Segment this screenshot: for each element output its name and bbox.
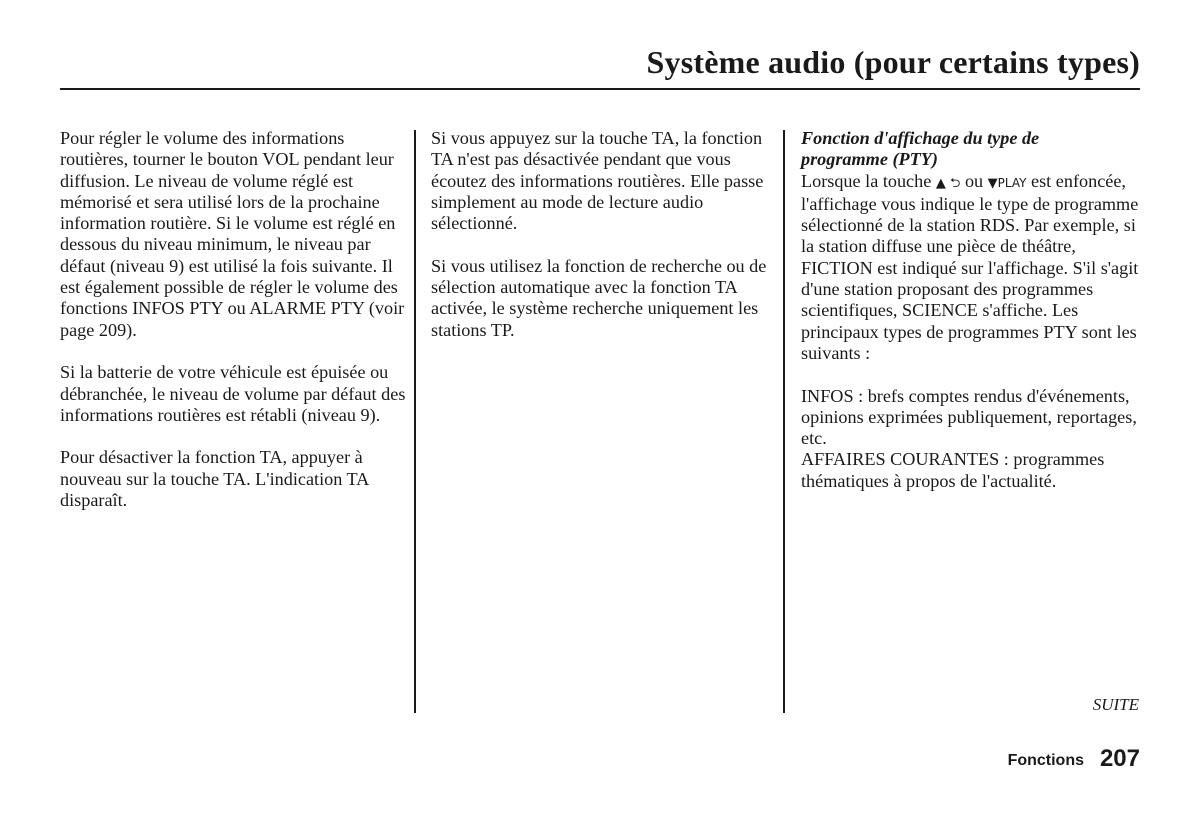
pty-type-affaires: AFFAIRES COURANTES : programmes thématiques à propos de l'actualité.: [801, 449, 1105, 491]
pty-text-after: est enfoncée, l'affichage vous indique le type de programme sélectionné de la station RDS. Par exemple, si la station diffuse une pièce de théâtre, FICTION est indiqué sur l'affichage. S'il s'agit d'une station proposant des programmes scientifiques, SCIENCE s'affiche. Les principaux types de programmes PTY sont les suivants :: [801, 170, 1139, 363]
paragraph-volume-adjust: Pour régler le volume des informations routières, tourner le bouton VOL pendant leur diffusion. Le niveau de volume réglé est mémorisé et sera utilisé lors de la prochaine information routière. Si le volume est réglé en dessous du niveau minimum, le niveau par défaut (niveau 9) est utilisé la fois suivante. Il est également possible de régler le volume des fonctions INFOS PTY ou ALARME PTY (voir page 209).: [60, 128, 405, 340]
column-divider-2: [783, 130, 785, 713]
paragraph-pty-types: [801, 386, 1146, 492]
paragraph-pty-display: [801, 171, 1146, 365]
header-divider: [60, 88, 1140, 90]
footer-section-name: Fonctions: [1007, 752, 1084, 769]
pty-text-before: Lorsque la touche: [801, 170, 936, 191]
column-divider-1: [414, 130, 416, 713]
pty-subheading: [801, 128, 1146, 171]
pty-type-infos: INFOS : brefs comptes rendus d'événements, opinions exprimées publiquement, reportages, etc.: [801, 385, 1137, 449]
play-button-label: PLAY: [997, 175, 1027, 190]
page-title: Système audio (pour certains types): [646, 44, 1140, 80]
paragraph-ta-search: Si vous utilisez la fonction de recherche ou de sélection automatique avec la fonction TA activée, le système recherche uniquement les stations TP.: [431, 255, 767, 340]
paragraph-ta-deactivate: Pour désactiver la fonction TA, appuyer à nouveau sur la touche TA. L'indication TA disparaît.: [60, 447, 369, 511]
pty-text-or: ou: [960, 170, 988, 191]
page-number: 207: [1099, 745, 1140, 772]
text-column-left: [60, 128, 406, 533]
text-column-right: [801, 128, 1146, 513]
pty-subheading-line2: programme (PTY): [801, 149, 938, 170]
down-arrow-icon: ▼: [987, 175, 998, 191]
paragraph-battery-reset: Si la batterie de votre véhicule est épuisée ou débranchée, le niveau de volume par défaut des informations routières est rétabli (niveau 9).: [60, 362, 406, 425]
paragraph-ta-button: Si vous appuyez sur la touche TA, la fonction TA n'est pas désactivée pendant que vous écoutez des informations routières. Elle passe simplement au mode de lecture audio sélectionné.: [431, 128, 764, 234]
continued-label: SUITE: [1092, 695, 1139, 714]
text-column-middle: [431, 128, 779, 362]
pty-subheading-line1: Fonction d'affichage du type de: [801, 128, 1040, 148]
up-arrow-return-icon: ▲ ⮌: [935, 175, 961, 191]
